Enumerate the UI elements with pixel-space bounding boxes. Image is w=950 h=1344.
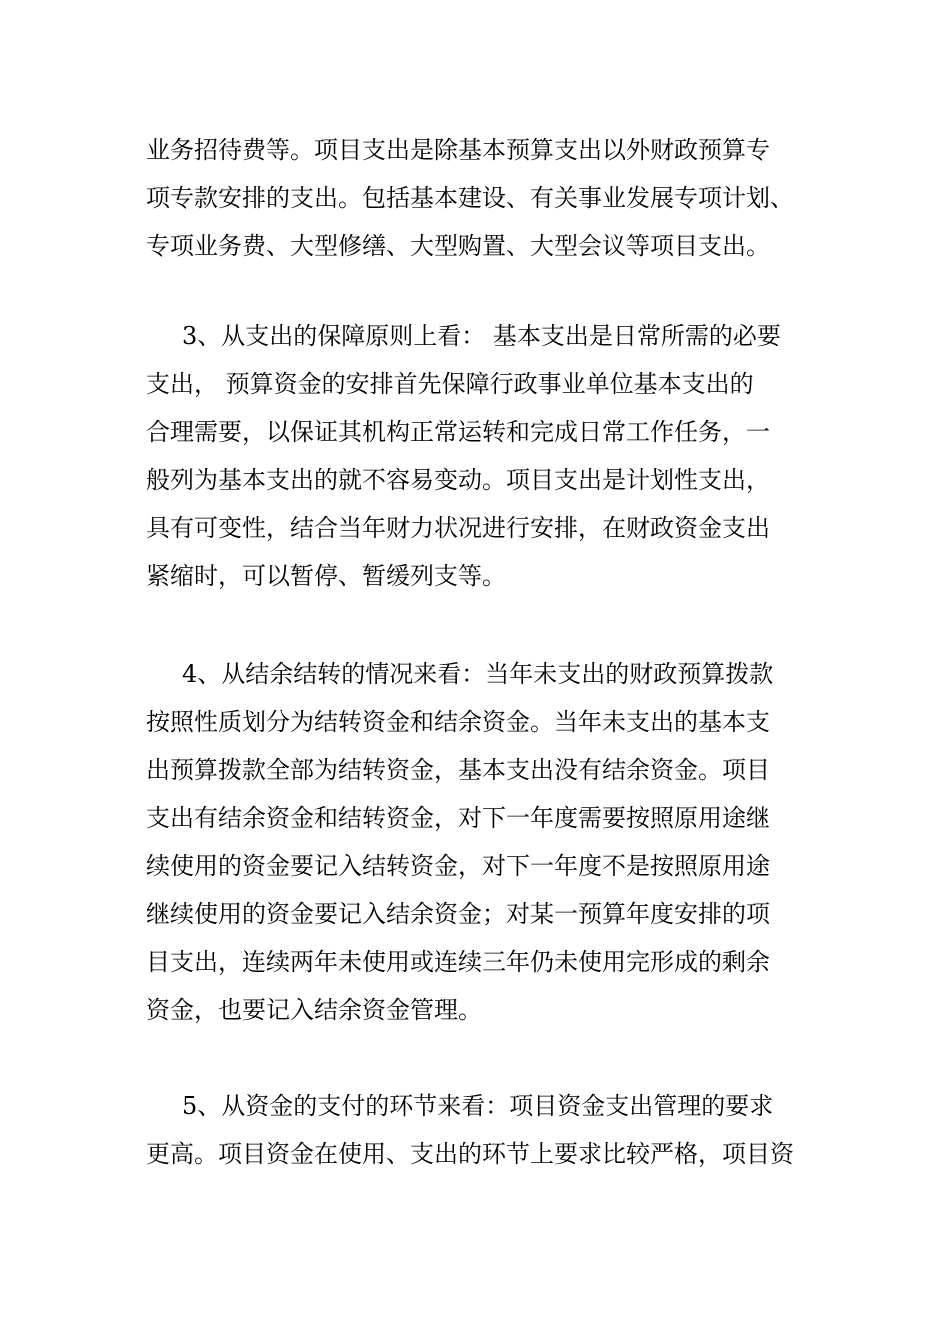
paragraph-4 [146,1082,810,1178]
text-line: 项专款安排的支出。包括基本建设、有关事业发展专项计划、 [146,184,794,212]
text-line: 3、从支出的保障原则上看： 基本支出是日常所需的必要 [182,322,781,350]
text-line: 更高。项目资金在使用、支出的环节上要求比较严格，项目资 [146,1140,794,1168]
text-line: 5、从资金的支付的环节来看：项目资金支出管理的要求 [182,1092,774,1120]
paragraph-3 [146,650,810,1034]
text-line: 出预算拨款全部为结转资金，基本支出没有结余资金。项目 [146,756,770,784]
text-line: 资金，也要记入结余资金管理。 [146,996,482,1024]
text-line: 续使用的资金要记入结转资金，对下一年度不是按照原用途 [146,852,770,880]
text-line: 般列为基本支出的就不容易变动。项目支出是计划性支出， [146,466,770,494]
text-line: 4、从结余结转的情况来看：当年未支出的财政预算拨款 [182,660,774,688]
text-line: 专项业务费、大型修缮、大型购置、大型会议等项目支出。 [146,232,770,260]
text-line: 支出有结余资金和结转资金，对下一年度需要按照原用途继 [146,804,770,832]
text-line: 按照性质划分为结转资金和结余资金。当年未支出的基本支 [146,708,770,736]
text-line: 具有可变性，结合当年财力状况进行安排，在财政资金支出 [146,514,770,542]
text-line: 目支出，连续两年未使用或连续三年仍未使用完形成的剩余 [146,948,770,976]
text-line: 支出， 预算资金的安排首先保障行政事业单位基本支出的 [146,370,754,398]
text-line: 继续使用的资金要记入结余资金；对某一预算年度安排的项 [146,900,770,928]
text-line: 合理需要，以保证其机构正常运转和完成日常工作任务，一 [146,418,770,446]
paragraph-1 [146,126,810,270]
paragraph-2 [146,312,810,600]
text-line: 紧缩时，可以暂停、暂缓列支等。 [146,562,506,590]
text-line: 业务招待费等。项目支出是除基本预算支出以外财政预算专 [146,136,770,164]
